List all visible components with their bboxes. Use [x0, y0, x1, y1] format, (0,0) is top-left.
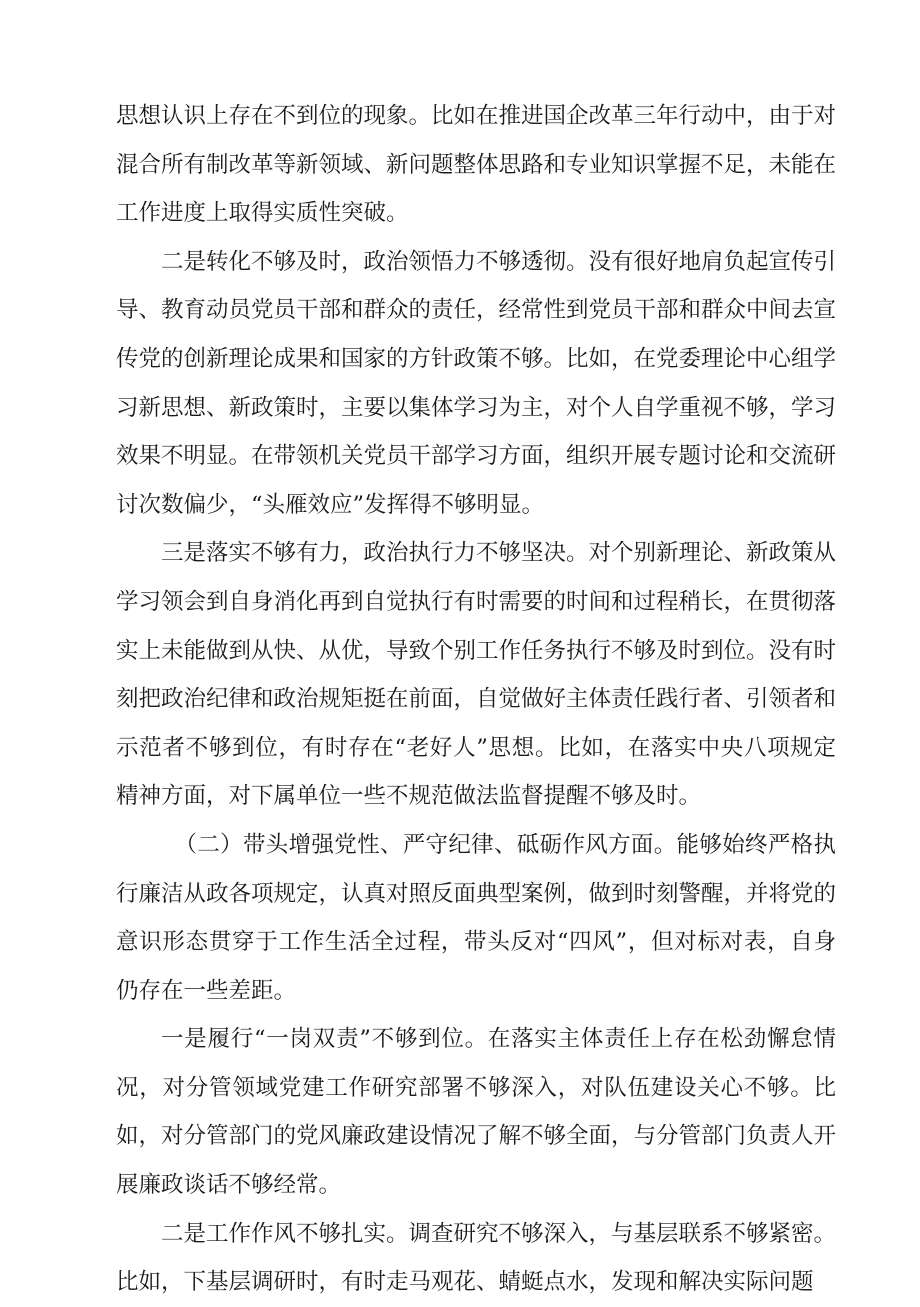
paragraph-point-three: 三是落实不够有力，政治执行力不够坚决。对个别新理论、新政策从学习领会到自身消化再到自觉执行有时需要的时间和过程稍长，在贯彻落实上未能做到从快、从优，导致个别工作任务执行不够及时到位。没有时刻把政治纪律和政治规矩挺在前面，自觉做好主体责任践行者、引领者和示范者不够到位，有时存在“老好人”思想。比如，在落实中央八项规定精神方面，对下属单位一些不规范做法监督提醒不够及时。 — [116, 540, 837, 810]
section-heading-two: （二）带头增强党性、严守纪律、砥砺作风方面。能够始终严格执行廉洁从政各项规定，认真对照反面典型案例，做到时刻警醒，并将党的意识形态贯穿于工作生活全过程，带头反对“四风”，但对标对表，自身仍存在一些差距。 — [116, 831, 837, 1004]
document-body — [116, 92, 836, 1307]
paragraph-point-two-style: 二是工作作风不够扎实。调查研究不够深入，与基层联系不够紧密。比如，下基层调研时，有时走马观花、蜻蜓点水，发现和解决实际问题 — [116, 1220, 837, 1296]
paragraph-continuation: 思想认识上存在不到位的现象。比如在推进国企改革三年行动中，由于对混合所有制改革等新领域、新问题整体思路和专业知识掌握不足，未能在工作进度上取得实质性突破。 — [116, 103, 837, 227]
paragraph-point-two: 二是转化不够及时，政治领悟力不够透彻。没有很好地肩负起宣传引导、教育动员党员干部和群众的责任，经常性到党员干部和群众中间去宣传党的创新理论成果和国家的方针政策不够。比如，在党委理论中心组学习新思想、新政策时，主要以集体学习为主，对个人自学重视不够，学习效果不明显。在带领机关党员干部学习方面，组织开展专题讨论和交流研讨次数偏少，“头雁效应”发挥得不够明显。 — [116, 248, 837, 518]
paragraph-point-one: 一是履行“一岗双责”不够到位。在落实主体责任上存在松劲懈怠情况，对分管领域党建工作研究部署不够深入，对队伍建设关心不够。比如，对分管部门的党风廉政建设情况了解不够全面，与分管部门负责人开展廉政谈话不够经常。 — [116, 1026, 837, 1199]
